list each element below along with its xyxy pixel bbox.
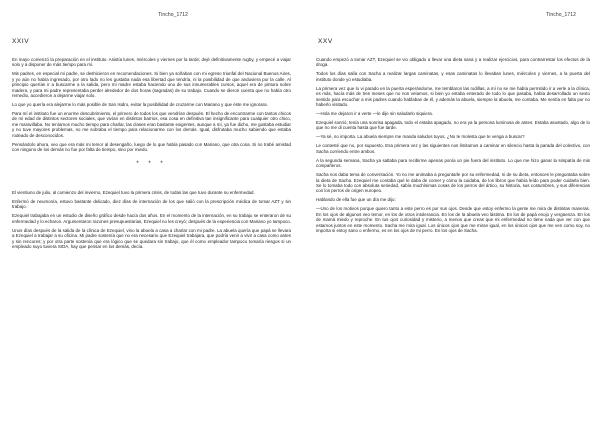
paragraph: Hablando de ella fue que un día me dijo: bbox=[316, 197, 396, 203]
paragraph: Unos días después de la salida de la clínica de Ezequiel, vino la abuela a casa a charlar con mi padre. La abuela quería que papá se llevara a Ezequiel a trabajar a su oficina. Mi padre sostenía que no era necesario que Ezequiel trabajara, que podría venir a vivir a casa como antes y sin rencores; y por otra parte sostenía que era lógico que se quedara sin trabajo, que él como empleador tampoco tomaría riesgos si un empleado suyo tuviera SIDA, hay que pensar en los demás, decía. bbox=[12, 227, 291, 249]
paragraph: —Hola me dejaron ir a verte —le dije sin saludarlo siquiera. bbox=[316, 111, 433, 117]
chapter-title: XXIV bbox=[12, 38, 30, 45]
chapter-title: XXV bbox=[318, 38, 333, 45]
paragraph: Mis padres, en especial mi padre, se deshicieron en recomendaciones. Si bien ya soñaban con mi egreso triunfal del Nacional Buenos Aires, y yo aún no había ingresado, por otro lado no les gustaba nada esa libertad que tendría, ni la posibilidad de que anduviera por la calle. Al principio querían ir a buscarme a la salida, pero mi madre estaba haciendo uno de sus innumerables cursos, aquel era de pintura sobre madera, y para mi padre representaba perder alrededor de dos horas (sagradas) de su trabajo. Cuando se dieron cuenta que no había otro remedio, accedieron a dejarme viajar solo. bbox=[12, 71, 291, 99]
paragraph: El vientiuno de julio, al comienzo del invierno, Ezequiel tuvo la primera crisis, de todas las que tuvo durante su enfermedad. bbox=[12, 189, 255, 195]
paragraph: Para mí el instituto fue un enorme descubrimiento, el primero de todos los que vendrían después. El hecho de encontrarme con tantos chicos de mi edad de distintos sectores sociales, que vivían en distintos barrios, esa cosa en definitiva tan insignificante para cualquier otro chico, me maravillaba. No teníamos mucho tiempo para charlar, las clases eran bastante exigentes, aunque a mí, ya fue dicho, me gustaba estudiar y no tuve mayores problemas, no me sobraba el tiempo para relacionarme con los demás. Igual, disfrutaba mucho sabiendo que estaba rodeado de desconocidos. bbox=[12, 111, 291, 138]
paragraph: —Uno de los motivos porque quiero tanto a este perro es por sus ojos. Desde que estoy enfermo la gente me mira de distintas maneras. En los ojos de algunos veo temor, en los de otros intolerancia. En los de la abuela veo lástima. En los de papá enojo y vergüenza. En los de mamá miedo y reproche. En tus ojos curiosidad y misterio, a menos que creas que mi enfermedad no tiene nada que ver con que estamos juntos en este momento. Sacha me mira igual. Los únicos ojos que me miran igual, en los únicos ojos que me ven como soy, no importa si estoy sano o enfermo, es en los ojos de mi perro. En los ojos de Sacha. bbox=[316, 206, 590, 234]
paragraph: A la segunda semana, Sacha ya saltaba para recibirme apenas ponía un pie fuera del instituto. Lo que me hizo ganar la simpatía de mis compañeros. bbox=[316, 157, 590, 169]
right-page bbox=[300, 0, 600, 424]
paragraph: Ezequiel trabajaba en un estudio de diseño gráfico desde hacía dos años. En el momento de la internación, en su trabajo se enteraron de su enfermedad y lo echaron. Argumentaron razones presupuestarias, Ezequiel no les creyó; después de la experiencia con Mariano yo tampoco. bbox=[12, 213, 291, 224]
paragraph: —Ya sé, no importa. La abuela siempre me manda saludos tuyos. ¿No te molesta que te venga a buscar? bbox=[316, 134, 525, 140]
paragraph: Ezequiel sonrió, tenía una sonrisa apagada, todo el estaba apagado, no era ya la persona luminosa de antes. Estaba asustado, algo de lo que no me di cuenta hasta que fue tarde. bbox=[316, 120, 590, 131]
paragraph: Enfermó de neumonía, estuvo bastante delicado, diez días de internación de los que salió con la prescripción médica de tomar AZT y sin trabajo. bbox=[12, 198, 291, 210]
chapter-body bbox=[316, 57, 590, 237]
paragraph: Lo que yo quería era alejarme lo más posible de San Isidro, evitar la posibilidad de cruzarme con Mariano y que éste me ignorara. bbox=[12, 102, 268, 108]
running-head: Tincho_1712 bbox=[158, 12, 188, 18]
paragraph: Pensándolo ahora, veo que era más mi temor al desengaño, luego de lo que había pasado con Mariano, que otra cosa. Si no trabé amistad con ninguno de los demás no fue por falta de tiempo, sino por miedo. bbox=[12, 141, 291, 153]
paragraph: En mayo comenzó la preparación en el instituto. Asistía lunes, miércoles y viernes por la tarde; dejé definitivamente rugby, y empecé a viajar solo y a disponer de más tiempo para mí. bbox=[12, 57, 291, 68]
paragraph: Todos los días salía con Sacha a realizar largas caminatas, y esas caminatas lo llevaban lunes, miércoles y viernes, a la puerta del instituto donde yo estudiaba. bbox=[316, 71, 590, 82]
paragraph: Cuando empezó a tomar AZT, Ezequiel se vio obligado a llevar una dieta sana y a realizar ejercicios, para contrarrestar los efectos de la droga. bbox=[316, 57, 590, 68]
paragraph: Sacha nos daba tema de conversación. Yo no me animaba a preguntarle por su enfermedad, ni de su dieta, entonces le preguntaba sobre la dieta de Sacha. Ezequiel me contaba qué le daba de comer y cómo la cuidaba, de los libros que había leído para poder cuidarla bien. Se lo tomaba todo con absoluta seriedad, sabía muchísimas cosas de los perros del ártico, su historia, sus costumbres, y sus diferencias con los perros de origen europeo. bbox=[316, 172, 590, 194]
paragraph: La primera vez que lo vi parado en la puerta esperándome, me temblaron las rodillas, a mí no se me había permitido ir a verle a la clínica, es más, hacía más de tres meses que no nos veíamos, si bien yo estaba enterado de todo lo que pasaba, había desarrollado un sexto sentido para escuchar a mis padres cuando hablaban de él, y además la abuela, siempre la abuela, me contaba. Me sentía en falta por no haberlo visitado. bbox=[316, 85, 590, 108]
chapter-body bbox=[12, 57, 291, 253]
section-separator: * * * bbox=[136, 161, 167, 168]
paragraph: Le contesté que no, por supuesto. Esa primera vez y las siguientes nos limitamos a caminar en silencio hasta la parada del colectivo, con Sacha corriendo entre ambos. bbox=[316, 143, 590, 154]
running-head: Tincho_1712 bbox=[546, 12, 576, 18]
